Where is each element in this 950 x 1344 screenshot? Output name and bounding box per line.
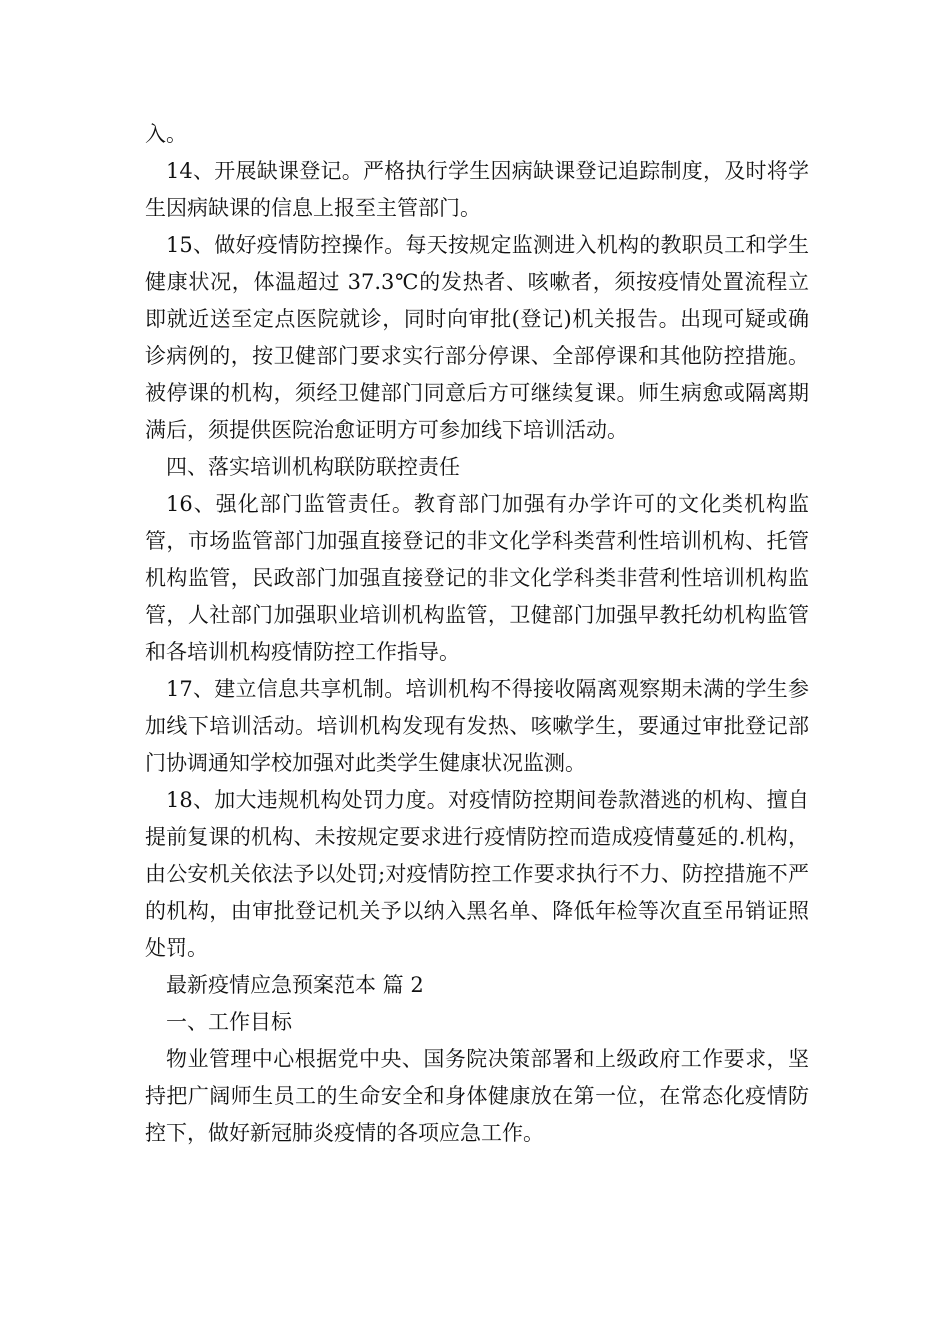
paragraph-continuation: 入。 <box>145 122 187 146</box>
paragraph-item-15: 15、做好疫情防控操作。每天按规定监测进入机构的教职员工和学生健康状况，体温超过 37.3℃的发热者、咳嗽者，须按疫情处置流程立即就近送至定点医院就诊，同时向审批(登记)机关报告。出现可疑或确诊病例的，按卫健部门要求实行部分停课、全部停课和其他防控措施。被停课的机构，须经卫健部门同意后方可继续复课。师生病愈或隔离期满后，须提供医院治愈证明方可参加线下培训活动。 <box>145 233 809 442</box>
document-page <box>145 116 809 1152</box>
paragraph-item-17: 17、建立信息共享机制。培训机构不得接收隔离观察期未满的学生参加线下培训活动。培训机构发现有发热、咳嗽学生，要通过审批登记部门协调通知学校加强对此类学生健康状况监测。 <box>145 677 809 775</box>
paragraph-goal-body: 物业管理中心根据党中央、国务院决策部署和上级政府工作要求，坚持把广阔师生员工的生命安全和身体健康放在第一位，在常态化疫情防控下，做好新冠肺炎疫情的各项应急工作。 <box>145 1047 809 1145</box>
section-heading-goal: 一、工作目标 <box>166 1010 292 1034</box>
section-heading-four: 四、落实培训机构联防联控责任 <box>166 455 460 479</box>
section-title-part-2: 最新疫情应急预案范本 篇 2 <box>166 973 424 997</box>
paragraph-item-14: 14、开展缺课登记。严格执行学生因病缺课登记追踪制度，及时将学生因病缺课的信息上报至主管部门。 <box>145 159 809 220</box>
paragraph-item-16: 16、强化部门监管责任。教育部门加强有办学许可的文化类机构监管，市场监管部门加强直接登记的非文化学科类营利性培训机构、托管机构监管，民政部门加强直接登记的非文化学科类非营利性培训机构监管，人社部门加强职业培训机构监管，卫健部门加强早教托幼机构监管和各培训机构疫情防控工作指导。 <box>145 492 809 664</box>
paragraph-item-18: 18、加大违规机构处罚力度。对疫情防控期间卷款潜逃的机构、擅自提前复课的机构、未按规定要求进行疫情防控而造成疫情蔓延的.机构，由公安机关依法予以处罚;对疫情防控工作要求执行不力、防控措施不严的机构，由审批登记机关予以纳入黑名单、降低年检等次直至吊销证照处罚。 <box>145 788 809 960</box>
